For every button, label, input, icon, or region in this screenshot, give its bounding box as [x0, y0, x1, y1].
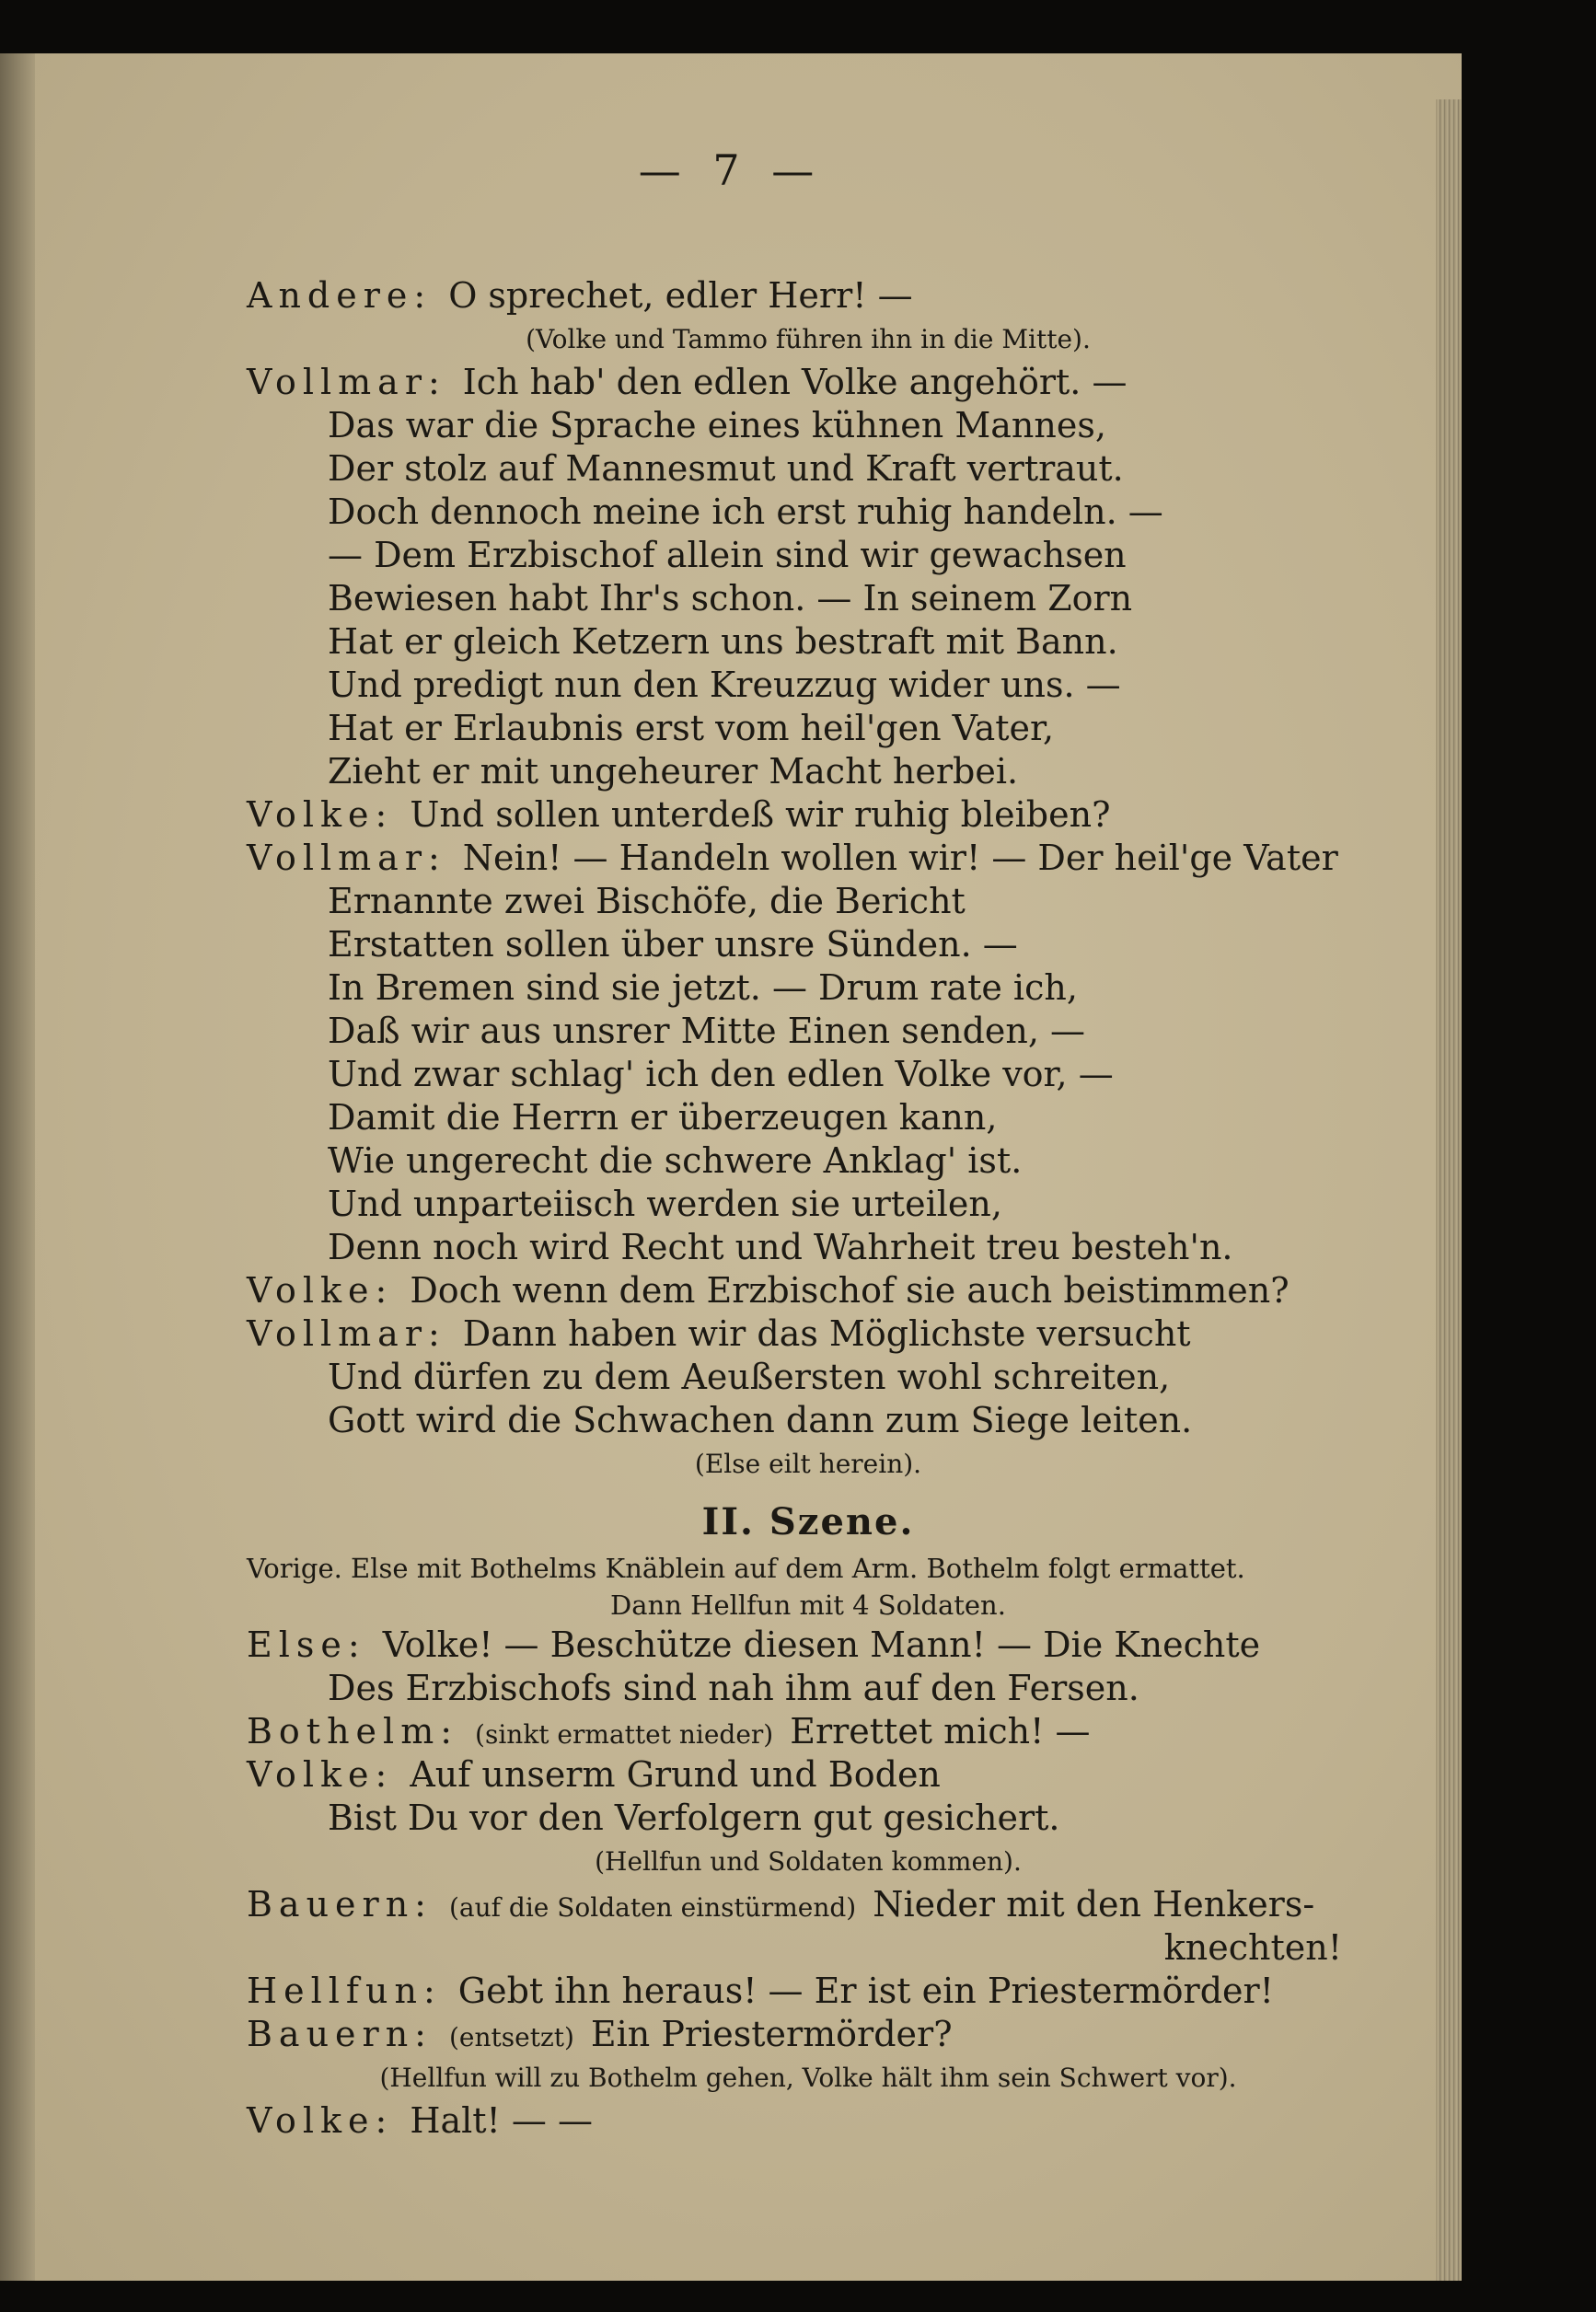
inline-stage-direction: (entsetzt)	[448, 2022, 574, 2052]
play-text	[247, 274, 1370, 2143]
dialogue-text: Zieht er mit ungeheurer Macht herbei.	[328, 751, 1019, 792]
dialogue-line	[247, 620, 1370, 664]
page-gutter	[0, 53, 35, 2281]
dialogue-line	[247, 1710, 1370, 1753]
dialogue-line	[247, 1797, 1370, 1840]
dialogue-text: Und sollen unterdeß wir ruhig bleiben?	[410, 794, 1111, 835]
dialogue-text: knechten!	[1163, 1927, 1342, 1968]
dialogue-line	[247, 707, 1370, 750]
dialogue-line	[247, 1010, 1370, 1053]
dialogue-text: Ich hab' den edlen Volke angehört. —	[462, 362, 1128, 402]
dialogue-text: Damit die Herrn er überzeugen kann,	[328, 1097, 998, 1138]
speaker-name: Andere:	[247, 275, 433, 316]
dialogue-line	[247, 2099, 1370, 2143]
dialogue-text: Ein Priestermörder?	[590, 2014, 953, 2054]
scene-characters-note: Dann Hellfun mit 4 Soldaten.	[610, 1590, 1006, 1621]
dialogue-text: Auf unserm Grund und Boden	[410, 1754, 941, 1795]
speaker-name: Bauern:	[247, 1884, 433, 1925]
dialogue-line	[247, 404, 1370, 447]
speaker-name: Volke:	[247, 794, 394, 835]
dialogue-text: Hat er Erlaubnis erst vom heil'gen Vater,	[328, 708, 1055, 748]
dialogue-text: Das war die Sprache eines kühnen Mannes,	[328, 405, 1106, 445]
inline-stage-direction: (sinkt ermattet nieder)	[475, 1719, 774, 1750]
dialogue-line	[247, 1667, 1370, 1710]
stage-direction-text: (Else eilt herein).	[694, 1449, 922, 1479]
dialogue-line	[247, 923, 1370, 966]
dialogue-text: Nieder mit den Henkers-	[873, 1884, 1315, 1925]
scene-heading: II. Szene.	[701, 1500, 915, 1543]
dialogue-line	[247, 1883, 1370, 1926]
speaker-name: Volke:	[247, 2100, 394, 2141]
dialogue-line	[247, 966, 1370, 1010]
dialogue-text: O sprechet, edler Herr! —	[448, 275, 913, 316]
dialogue-text: Bewiesen habt Ihr's schon. — In seinem Zorn	[328, 578, 1133, 618]
dialogue-text: Doch dennoch meine ich erst ruhig handeln. —	[328, 491, 1163, 532]
stage-direction	[247, 1442, 1370, 1485]
scene-characters-note: Vorige. Else mit Bothelms Knäblein auf dem Arm. Bothelm folgt ermattet.	[247, 1553, 1245, 1584]
dialogue-line	[247, 1096, 1370, 1139]
dialogue-text: Doch wenn dem Erzbischof sie auch beistimmen?	[410, 1270, 1290, 1311]
dialogue-text: Und unparteiisch werden sie urteilen,	[328, 1184, 1002, 1224]
page-number: — 7 —	[638, 145, 824, 195]
dialogue-text: Gott wird die Schwachen dann zum Siege leiten.	[328, 1400, 1193, 1440]
dialogue-line	[247, 1053, 1370, 1096]
dialogue-text: Der stolz auf Mannesmut und Kraft vertraut.	[328, 448, 1124, 489]
dialogue-line	[247, 491, 1370, 534]
dialogue-line	[247, 1356, 1370, 1399]
dialogue-text: Und zwar schlag' ich den edlen Volke vor, —	[328, 1054, 1114, 1094]
dialogue-line	[247, 837, 1370, 880]
dialogue-text: Erstatten sollen über unsre Sünden. —	[328, 924, 1018, 965]
book-page	[0, 53, 1462, 2281]
dialogue-line	[247, 880, 1370, 923]
speaker-name: Vollmar:	[247, 1313, 446, 1354]
stage-direction-text: (Hellfun will zu Bothelm gehen, Volke hält ihm sein Schwert vor).	[379, 2063, 1237, 2093]
dialogue-text: Hat er gleich Ketzern uns bestraft mit Bann.	[328, 621, 1118, 662]
dialogue-line	[247, 361, 1370, 404]
speaker-name: Bothelm:	[247, 1711, 459, 1751]
dialogue-text: Gebt ihn heraus! — Er ist ein Priestermörder!	[457, 1971, 1274, 2011]
dialogue-line	[247, 1226, 1370, 1269]
dialogue-text: Und dürfen zu dem Aeußersten wohl schreiten,	[328, 1357, 1171, 1397]
stage-direction-text: (Hellfun und Soldaten kommen).	[595, 1846, 1022, 1877]
dialogue-line	[247, 1753, 1370, 1797]
dialogue-text: Dann haben wir das Möglichste versucht	[462, 1313, 1191, 1354]
dialogue-line	[247, 1926, 1370, 1970]
dialogue-line	[247, 447, 1370, 491]
stage-direction-text: (Volke und Tammo führen ihn in die Mitte).	[526, 324, 1091, 354]
page-edges	[1436, 99, 1462, 2281]
stage-direction	[247, 318, 1370, 361]
stage-direction	[247, 1840, 1370, 1883]
dialogue-line	[247, 534, 1370, 577]
dialogue-text: Errettet mich! —	[790, 1711, 1091, 1751]
dialogue-text: In Bremen sind sie jetzt. — Drum rate ich,	[328, 967, 1078, 1008]
speaker-name: Else:	[247, 1624, 366, 1665]
dialogue-line	[247, 1399, 1370, 1442]
dialogue-line	[247, 1183, 1370, 1226]
dialogue-text: Ernannte zwei Bischöfe, die Bericht	[328, 881, 966, 921]
speaker-name: Volke:	[247, 1270, 394, 1311]
speaker-name: Hellfun:	[247, 1971, 442, 2011]
dialogue-text: Denn noch wird Recht und Wahrheit treu besteh'n.	[328, 1227, 1233, 1267]
dialogue-line	[247, 1312, 1370, 1356]
dialogue-text: Des Erzbischofs sind nah ihm auf den Fersen.	[328, 1668, 1139, 1708]
dialogue-text: Bist Du vor den Verfolgern gut gesichert.	[328, 1798, 1060, 1838]
dialogue-line	[247, 664, 1370, 707]
dialogue-text: Halt! — —	[410, 2100, 593, 2141]
dialogue-text: Daß wir aus unsrer Mitte Einen senden, —	[328, 1011, 1086, 1051]
stage-direction	[247, 2056, 1370, 2099]
dialogue-text: Volke! — Beschütze diesen Mann! — Die Knechte	[382, 1624, 1261, 1665]
inline-stage-direction: (auf die Soldaten einstürmend)	[448, 1892, 857, 1923]
speaker-name: Bauern:	[247, 2014, 433, 2054]
speaker-name: Vollmar:	[247, 362, 446, 402]
dialogue-line	[247, 750, 1370, 793]
dialogue-line	[247, 1624, 1370, 1667]
dialogue-line	[247, 2013, 1370, 2056]
speaker-name: Vollmar:	[247, 838, 446, 878]
dialogue-line	[247, 793, 1370, 837]
dialogue-text: Nein! — Handeln wollen wir! — Der heil'ge Vater	[462, 838, 1338, 878]
dialogue-line	[247, 274, 1370, 318]
speaker-name: Volke:	[247, 1754, 394, 1795]
dialogue-text: — Dem Erzbischof allein sind wir gewachsen	[328, 535, 1127, 575]
dialogue-text: Wie ungerecht die schwere Anklag' ist.	[328, 1140, 1023, 1181]
dialogue-text: Und predigt nun den Kreuzzug wider uns. —	[328, 665, 1121, 705]
dialogue-line	[247, 1139, 1370, 1183]
dialogue-line	[247, 1269, 1370, 1312]
dialogue-line	[247, 577, 1370, 620]
dialogue-line	[247, 1970, 1370, 2013]
